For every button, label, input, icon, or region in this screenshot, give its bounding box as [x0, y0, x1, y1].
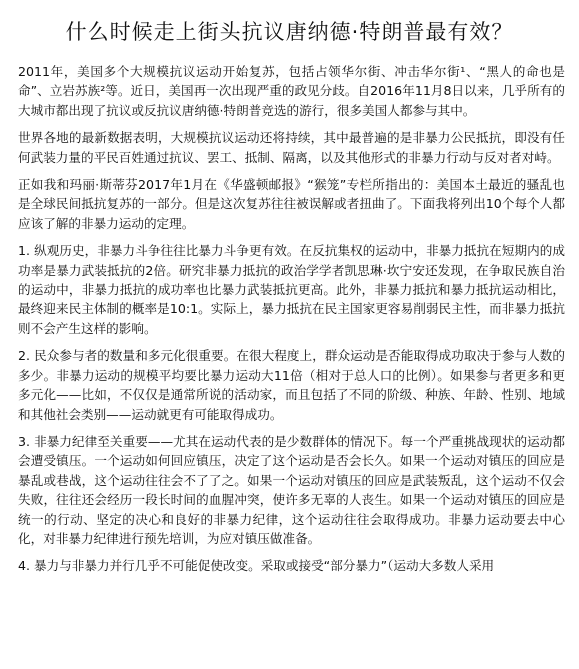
intro-paragraph: 2011年，美国多个大规模抗议运动开始复苏，包括占领华尔街、冲击华尔街¹、“黑人的命也是命”、立岩苏族²等。近日，美国再一次出现严重的政见分歧。自2016年11月8日以来，几乎所有的大城市都出现了抗议或反抗议唐纳德·特朗普竞选的游行，很多美国人都参与其中。: [18, 64, 565, 118]
article-body: [18, 62, 565, 584]
point-1-paragraph: 1. 纵观历史，非暴力斗争往往比暴力斗争更有效。在反抗集权的运动中，非暴力抵抗在短期内的成功率是暴力武装抵抗的2倍。研究非暴力抵抗的政治学学者凯思琳·坎宁安还发现，在争取民族自治的运动中，非暴力抵抗的成功率也比暴力武装抵抗更高。此外，非暴力抵抗和暴力抵抗运动相比，最终迎来民主体制的概率是10:1。实际上，暴力抵抗在民主国家更容易削弱民主性，而非暴力抵抗则不会产生这样的影响。: [18, 243, 565, 336]
point-4-paragraph: 4. 暴力与非暴力并行几乎不可能促使改变。采取或接受“部分暴力”（运动大多数人采用: [18, 558, 495, 574]
point-3-paragraph: 3. 非暴力纪律至关重要——尤其在运动代表的是少数群体的情况下。每一个严重挑战现状的运动都会遭受镇压。一个运动如何回应镇压，决定了这个运动是否会长久。如果一个运动对镇压的回应是暴乱或巷战，这个运动往往会不了了之。如果一个运动对镇压的回应是武装叛乱，这个运动不仅会失败，往往还会经历一段长时间的血腥冲突，使许多无辜的人丧生。如果一个运动对镇压的回应是统一的行动、坚定的决心和良好的非暴力纪律，这个运动往往会取得成功。非暴力运动要去中心化，对非暴力纪律进行预先培训，为应对镇压做准备。: [18, 433, 565, 546]
page-title: 什么时候走上街头抗议唐纳德·特朗普最有效？: [65, 20, 514, 44]
context-paragraph: 正如我和玛丽·斯蒂芬2017年1月在《华盛顿邮报》“猴笼”专栏所指出的：美国本土最近的骚乱也是全球民间抵抗复苏的一部分。但是这次复苏往往被误解或者扭曲了。下面我将列出10个每个人都应该了解的非暴力运动的定理。: [18, 177, 565, 231]
point-2-paragraph: 2. 民众参与者的数量和多元化很重要。在很大程度上，群众运动是否能取得成功取决于参与人数的多少。非暴力运动的规模平均要比暴力运动大11倍（相对于总人口的比例）。如果参与者更多和更多元化——比如，不仅仅是通常所说的活动家，而且包括了不同的阶级、种族、年龄、性别、地域和其他社会类别——运动就更有可能取得成功。: [18, 348, 565, 422]
data-paragraph: 世界各地的最新数据表明，大规模抗议运动还将持续，其中最普遍的是非暴力公民抵抗，即没有任何武装力量的平民百姓通过抗议、罢工、抵制、隔离，以及其他形式的非暴力行动与反对者对峙。: [18, 130, 565, 165]
